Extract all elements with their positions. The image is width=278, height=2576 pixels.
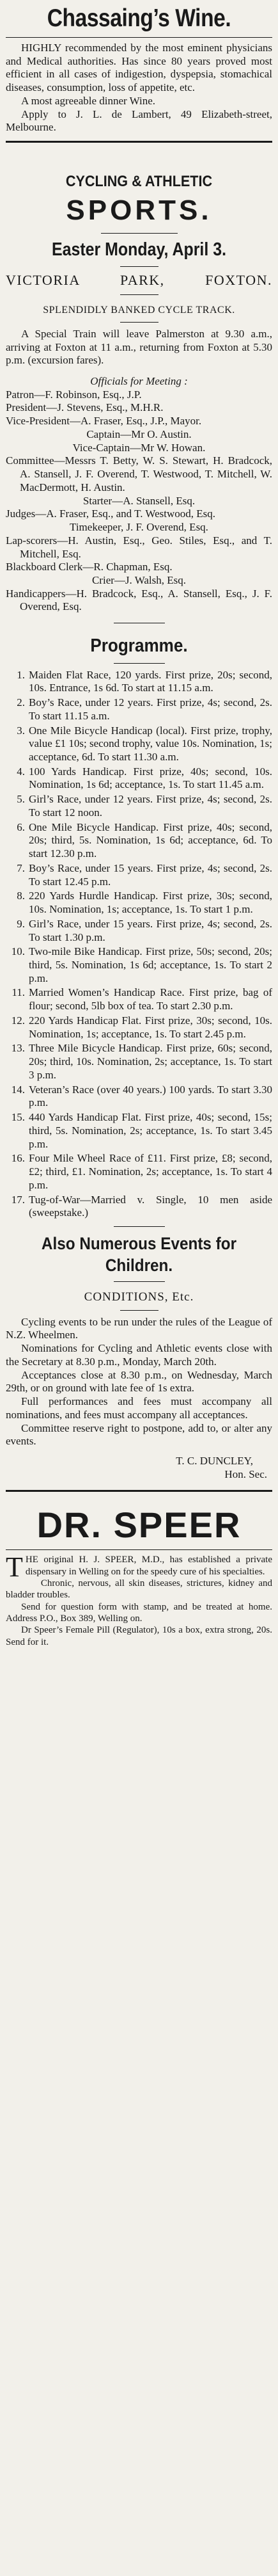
event-details: 100 Yards Handicap. First prize, 40s; second, 10s. Nomination, 1s 6d; acceptance, 1s. To start 11.45 a.m. (29, 765, 272, 791)
conditions-heading: CONDITIONS, Etc. (84, 1290, 194, 1304)
officials-list (6, 388, 272, 614)
divider (114, 1226, 165, 1227)
event-number: 8. (17, 890, 25, 902)
speer-advertisement (6, 1505, 272, 1647)
event-details: Girl’s Race, under 12 years. First prize, 4s; second, 2s. To start 12 noon. (29, 793, 272, 819)
event-venue (6, 272, 272, 289)
programme-event (6, 1014, 272, 1041)
programme-event (6, 669, 272, 695)
condition-entry: Cycling events to be run under the rules of the League of N.Z. Wheelmen. (6, 1315, 272, 1341)
train-notice: A Special Train will leave Palmerston at 9.30 a.m., arriving at Foxton at 11 a.m., returning from Foxton at 5.30 p.m. (excursion fares). (6, 327, 272, 367)
event-details: Four Mile Wheel Race of £11. First prize, £8; second, £2; third, £1. Nomination, 2s; acceptance, 1s. To start 4 p.m. (29, 1152, 272, 1191)
venue-word: VICTORIA (6, 272, 80, 289)
event-number: 12. (11, 1014, 25, 1027)
divider (6, 37, 272, 38)
event-number: 7. (17, 861, 25, 874)
programme-event (6, 1152, 272, 1192)
programme-event (6, 986, 272, 1012)
event-details: Boy’s Race, under 15 years. First prize, 4s; second, 2s. To start 12.45 p.m. (29, 861, 272, 888)
programme-event (6, 765, 272, 792)
spacer (6, 1448, 272, 1455)
official-entry: Judges—A. Fraser, Esq., and T. Westwood, Esq. (6, 508, 216, 520)
condition-entry: Nominations for Cycling and Athletic events close with the Secretary at 8.30 p.m., Monday, March 20th. (6, 1342, 272, 1368)
speer-ad-title: DR. SPEER (36, 1505, 242, 1546)
programme-event (6, 724, 272, 764)
event-number: 3. (17, 724, 25, 737)
speer-ad-intro (6, 1551, 272, 1583)
wine-ad-tagline: A most agreeable dinner Wine. (21, 94, 156, 107)
divider (120, 322, 158, 323)
event-details: Girl’s Race, under 15 years. First prize, 4s; second, 2s. To start 1.30 p.m. (29, 917, 272, 943)
event-number: 1. (17, 668, 25, 681)
event-details: Veteran’s Race (over 40 years.) 100 yards. To start 3.30 p.m. (29, 1083, 272, 1109)
programme-event (6, 862, 272, 888)
event-date: Easter Monday, April 3. (51, 239, 227, 260)
event-number: 13. (11, 1042, 25, 1055)
divider (6, 141, 272, 143)
secretary-title: Hon. Sec. (224, 1468, 267, 1480)
event-number: 16. (11, 1152, 25, 1165)
speer-ad-contact: Send for question form with stamp, and be treated at home. Address P.O., Box 389, Welling on. (6, 1601, 272, 1624)
official-entry: Committee—Messrs T. Betty, W. S. Stewart, H. Bradcock, A. Stansell, J. F. Overend, T. Westwood, T. Mitchell, W. MacDermott, H. Austin. (6, 454, 272, 493)
official-entry: Timekeeper, J. F. Overend, Esq. (70, 521, 208, 534)
sports-advertisement (6, 172, 272, 1481)
divider (120, 294, 158, 295)
wine-ad-contact: Apply to J. L. de Lambert, 49 Elizabeth-street, Melbourne. (6, 108, 272, 134)
condition-entry: Full performances and fees must accompany all nominations, and fees must accompany all acceptances. (6, 1395, 272, 1421)
programme-event (6, 890, 272, 916)
programme-event (6, 1042, 272, 1082)
event-number: 4. (17, 765, 25, 778)
programme-list (6, 669, 272, 1220)
programme-event (6, 696, 272, 723)
divider (6, 1490, 272, 1492)
venue-word: FOXTON. (205, 272, 272, 289)
programme-event (6, 1111, 272, 1151)
event-number: 6. (17, 820, 25, 833)
event-number: 15. (11, 1111, 25, 1124)
programme-event (6, 821, 272, 861)
wine-ad-title: Chassaing’s Wine. (47, 4, 231, 32)
event-details: 220 Yards Handicap Flat. First prize, 30s; second, 10s. Nomination, 1s; acceptance, 1s. To start 2.45 p.m. (29, 1014, 272, 1040)
programme-heading: Programme. (90, 636, 188, 657)
official-entry: Vice-President—A. Fraser, Esq., J.P., Mayor. (6, 415, 202, 428)
venue-word: PARK, (120, 272, 165, 289)
drop-cap-letter: T (6, 1551, 23, 1583)
event-details: One Mile Bicycle Handicap. First prize, 40s; second, 20s; third, 5s. Nomination, 1s 6d; acceptance, 6d. To start 12.30 p.m. (29, 820, 272, 860)
divider (114, 1281, 165, 1282)
event-details: Two-mile Bike Handicap. First prize, 50s; second, 20s; third, 5s. Nomination, 1s 6d; acceptance, 1s. To start 2 p.m. (29, 945, 272, 984)
event-details: Maiden Flat Race, 120 yards. First prize, 20s; second, 10s. Entrance, 1s 6d. To start at 11.15 a.m. (29, 668, 272, 694)
condition-entry: Committee reserve right to postpone, add to, or alter any events. (6, 1421, 272, 1448)
official-entry: Vice-Captain—Mr W. Howan. (72, 441, 206, 454)
sports-ad-title: SPORTS. (66, 195, 212, 227)
secretary-name: T. C. DUNCLEY, (176, 1454, 253, 1467)
official-entry: Lap-scorers—H. Austin, Esq., Geo. Stiles, Esq., and T. Mitchell, Esq. (6, 534, 272, 560)
children-events-heading: Also Numerous Events for Children. (41, 1233, 237, 1275)
programme-event (6, 945, 272, 985)
wine-advertisement (6, 4, 272, 134)
officials-heading: Officials for Meeting : (90, 375, 188, 387)
event-number: 2. (17, 696, 25, 709)
official-entry: President—J. Stevens, Esq., M.H.R. (6, 401, 164, 414)
event-number: 14. (11, 1083, 25, 1096)
event-details: Boy’s Race, under 12 years. First prize, 4s; second, 2s. To start 11.15 a.m. (29, 696, 272, 722)
event-details: Three Mile Bicycle Handicap. First prize, 60s; second, 20s; third, 10s. Nomination, 2s; acceptance, 1s. To start 3 p.m. (29, 1042, 272, 1081)
sports-ad-heading: CYCLING & ATHLETIC (65, 173, 213, 191)
conditions-list (6, 1316, 272, 1448)
event-details: One Mile Bicycle Handicap (local). First prize, trophy, value £1 10s; second trophy, value 10s. Nomination, 1s; acceptance, 6d. To start 11.30 a.m. (29, 724, 272, 763)
programme-event (6, 918, 272, 944)
event-details: Tug-of-War—Married v. Single, 10 men aside (sweepstake.) (29, 1193, 272, 1219)
official-entry: Starter—A. Stansell, Esq. (82, 494, 196, 507)
divider (6, 1549, 272, 1550)
divider (101, 233, 178, 234)
divider (120, 266, 158, 267)
official-entry: Captain—Mr O. Austin. (86, 428, 192, 440)
event-number: 9. (17, 917, 25, 930)
speer-ad-pill: Dr Speer’s Female Pill (Regulator), 10s a box, extra strong, 20s. Send for it. (6, 1625, 272, 1647)
programme-event (6, 1194, 272, 1220)
condition-entry: Acceptances close at 8.30 p.m., on Wednesday, March 29th, or on ground with late fee of 1s extra. (6, 1368, 272, 1395)
event-number: 11. (12, 986, 25, 999)
official-entry: Crier—J. Walsh, Esq. (91, 574, 187, 587)
official-entry: Patron—F. Robinson, Esq., J.P. (6, 388, 142, 401)
speer-ad-intro-text: HE original H. J. SPEER, M.D., has established a private dispensary in Welling on for the speedy cure of his specialties. (25, 1555, 272, 1577)
event-details: 220 Yards Hurdle Handicap. First prize, 30s; second, 10s. Nomination, 1s; acceptance, 1s. To start 1 p.m. (29, 890, 272, 916)
programme-event (6, 1084, 272, 1110)
official-entry: Blackboard Clerk—R. Chapman, Esq. (6, 561, 173, 573)
wine-ad-description: HIGHLY recommended by the most eminent physicians and Medical authorities. Has since 80 years proved most efficient in all cases of indigestion, dyspepsia, stomachical diseases, consumption, loss of appetite, etc. (6, 42, 272, 94)
divider (114, 663, 165, 664)
event-number: 10. (11, 945, 25, 958)
event-details: Married Women’s Handicap Race. First prize, bag of flour; second, 5lb box of tea. To start 2.30 p.m. (29, 986, 272, 1012)
newspaper-column (6, 0, 272, 1648)
track-description: SPLENDIDLY BANKED CYCLE TRACK. (43, 305, 235, 316)
event-number: 17. (11, 1193, 25, 1206)
event-details: 440 Yards Handicap Flat. First prize, 40s; second, 15s; third, 5s. Nomination, 2s; acceptance, 1s. To start 3.45 p.m. (29, 1111, 272, 1150)
official-entry: Handicappers—H. Bradcock, Esq., A. Stansell, Esq., J. F. Overend, Esq. (6, 587, 272, 613)
speer-ad-specialties: Chronic, nervous, all skin diseases, strictures, kidney and bladder troubles. (6, 1578, 272, 1601)
event-number: 5. (17, 793, 25, 806)
programme-event (6, 793, 272, 819)
divider (120, 1310, 158, 1311)
